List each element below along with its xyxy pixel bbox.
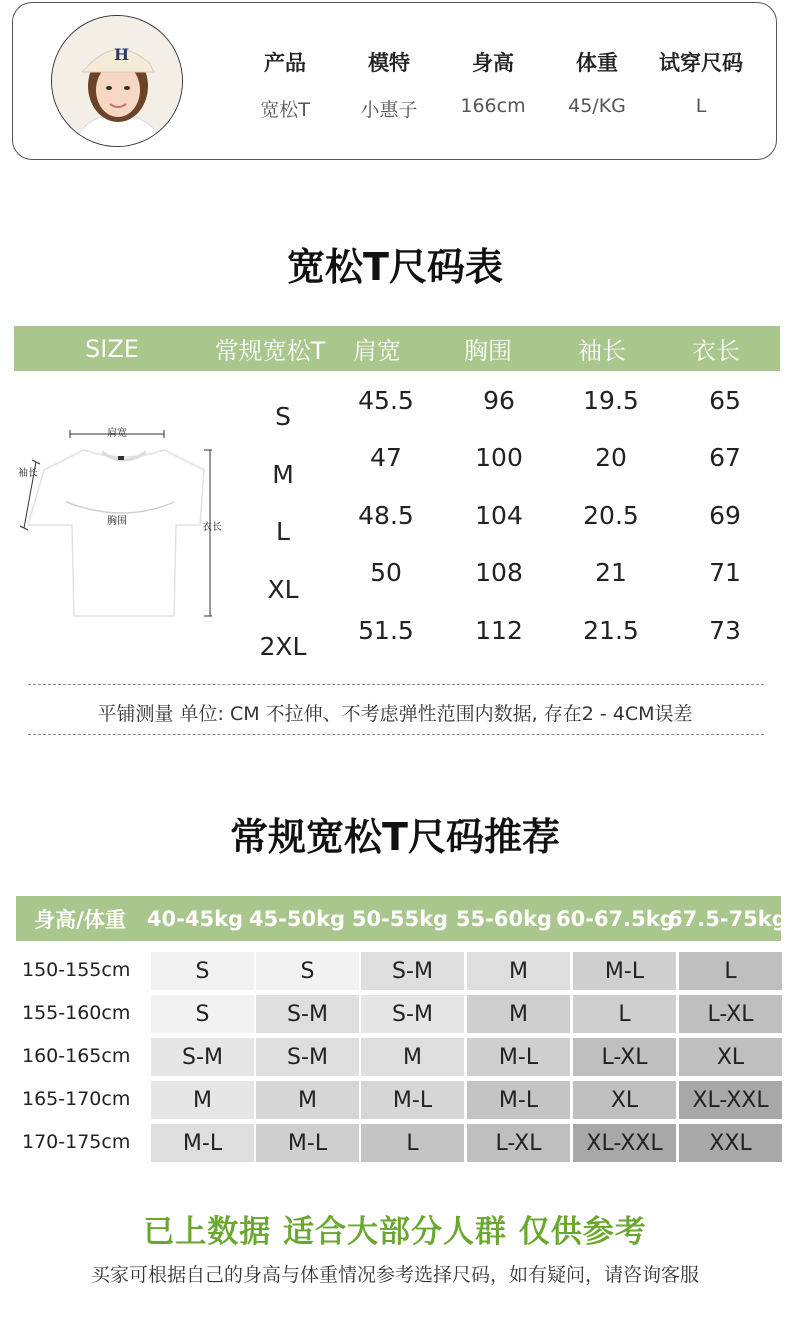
size-cell-size: S	[275, 402, 291, 431]
size-header-chest: 胸围	[464, 337, 512, 365]
measurement-note: 平铺测量 单位: CM 不拉伸、不考虑弹性范围内数据, 存在2 - 4CM误差	[97, 703, 693, 725]
size-cell-shoulder: 47	[370, 443, 402, 472]
size-cell-length: 71	[709, 558, 741, 587]
size-cell-sleeve: 20	[595, 443, 627, 472]
size-cell-chest: 100	[475, 443, 523, 472]
diagram-shoulder-label: 肩宽	[107, 428, 127, 439]
header-model: 模特	[368, 51, 410, 75]
rec-size-cell: M	[256, 1081, 359, 1119]
rec-size-cell: L	[361, 1124, 464, 1162]
size-cell-shoulder: 45.5	[358, 385, 414, 415]
header-height: 身高	[472, 51, 514, 75]
model-info-values	[233, 95, 753, 122]
model-info-card	[12, 2, 777, 160]
rec-row-height: 160-165cm	[22, 1045, 131, 1067]
rec-size-cell: L	[679, 952, 782, 990]
size-cell-sleeve: 20.5	[583, 500, 639, 530]
rec-size-cell: M	[467, 995, 570, 1033]
rec-row-height: 150-155cm	[22, 959, 131, 981]
footer-note: 买家可根据自己的身高与体重情况参考选择尺码，如有疑问，请咨询客服	[90, 1264, 699, 1286]
size-header-shoulder: 肩宽	[353, 337, 401, 365]
rec-size-cell: XL-XXL	[573, 1124, 676, 1162]
rec-size-cell: XL-XXL	[679, 1081, 782, 1119]
rec-size-cell: L-XL	[679, 995, 782, 1033]
model-info-table	[233, 47, 753, 122]
value-height: 166cm	[460, 95, 526, 117]
rec-size-cell: XL	[679, 1038, 782, 1076]
rec-header-height-weight: 身高/体重	[34, 907, 126, 932]
size-cell-sleeve: 21.5	[583, 615, 639, 645]
model-photo-illustration	[52, 16, 183, 147]
size-cell-sleeve: 21	[595, 558, 627, 587]
rec-row-height: 170-175cm	[22, 1131, 131, 1153]
size-header-length: 衣长	[692, 337, 740, 365]
rec-size-cell: M-L	[573, 952, 676, 990]
model-avatar	[51, 15, 183, 147]
rec-size-cell: L-XL	[573, 1038, 676, 1076]
rec-size-cell: M-L	[361, 1081, 464, 1119]
size-cell-shoulder: 50	[370, 558, 402, 587]
rec-size-cell: S-M	[256, 995, 359, 1033]
size-cell-sleeve: 19.5	[583, 385, 639, 415]
diagram-length-label: 衣长	[202, 522, 222, 533]
size-chart-title: 宽松T尺码表	[287, 245, 503, 289]
size-header-type: 常规宽松T	[214, 337, 326, 365]
size-cell-size: XL	[267, 574, 299, 604]
rec-size-cell: M	[361, 1038, 464, 1076]
size-header-size: SIZE	[85, 334, 139, 363]
rec-size-cell: S	[256, 952, 359, 990]
tag-icon	[118, 456, 124, 460]
value-model: 小惠子	[360, 99, 418, 121]
size-cell-length: 65	[709, 385, 741, 415]
rec-size-cell: S-M	[151, 1038, 254, 1076]
rec-size-cell: L-XL	[467, 1124, 570, 1162]
rec-header-weight-4: 55-60kg	[455, 906, 553, 931]
rec-size-cell: M	[467, 952, 570, 990]
header-weight: 体重	[576, 51, 618, 75]
size-cell-shoulder: 48.5	[358, 500, 414, 530]
rec-size-cell: M-L	[467, 1081, 570, 1119]
size-cell-size: M	[272, 459, 294, 489]
diagram-sleeve-label: 袖长	[18, 468, 38, 479]
divider-top	[28, 684, 764, 685]
rec-header-weight-2: 45-50kg	[248, 906, 346, 931]
rec-size-cell: M	[151, 1081, 254, 1119]
size-cell-chest: 104	[475, 500, 523, 530]
rec-header-weight-1: 40-45kg	[146, 906, 244, 931]
rec-row-height: 155-160cm	[22, 1002, 131, 1024]
size-cell-chest: 96	[483, 385, 515, 415]
rec-header-weight-3: 50-55kg	[351, 906, 449, 931]
value-weight: 45/KG	[568, 95, 626, 117]
size-cell-shoulder: 51.5	[358, 615, 414, 645]
model-info-header	[233, 47, 753, 77]
size-cell-chest: 108	[475, 558, 523, 587]
rec-row-height: 165-170cm	[22, 1088, 131, 1110]
rec-header-weight-5: 60-67.5kg	[556, 906, 675, 931]
divider-bottom	[28, 734, 764, 735]
rec-size-cell: XL	[573, 1081, 676, 1119]
recommendation-title: 常规宽松T尺码推荐	[230, 815, 560, 859]
header-product: 产品	[264, 51, 306, 75]
rec-size-cell: S-M	[361, 952, 464, 990]
rec-size-cell: S	[151, 952, 254, 990]
rec-size-cell: M-L	[151, 1124, 254, 1162]
size-cell-chest: 112	[475, 615, 523, 645]
value-product: 宽松T	[260, 99, 310, 121]
rec-size-cell: S-M	[256, 1038, 359, 1076]
size-cell-size: L	[276, 517, 290, 546]
rec-size-cell: S-M	[361, 995, 464, 1033]
size-cell-length: 73	[709, 615, 741, 645]
size-cell-length: 69	[709, 500, 741, 530]
rec-size-cell: M-L	[256, 1124, 359, 1162]
tshirt-diagram	[14, 420, 234, 630]
diagram-chest-label: 胸围	[107, 516, 127, 527]
cap-logo-icon: H	[114, 45, 130, 64]
rec-header-weight-6: 67.5-75kg	[668, 906, 787, 931]
rec-size-cell: S	[151, 995, 254, 1033]
tagline: 已上数据 适合大部分人群 仅供参考	[143, 1214, 647, 1250]
recommendation-header	[16, 896, 787, 941]
size-cell-length: 67	[709, 443, 741, 472]
size-header-sleeve: 袖长	[578, 337, 626, 365]
size-cell-size: 2XL	[259, 632, 307, 661]
header-try-size: 试穿尺码	[659, 51, 743, 75]
rec-size-cell: XXL	[679, 1124, 782, 1162]
rec-size-cell: L	[573, 995, 676, 1033]
value-try-size: L	[695, 95, 707, 117]
size-chart-header	[14, 326, 780, 371]
rec-size-cell: M-L	[467, 1038, 570, 1076]
